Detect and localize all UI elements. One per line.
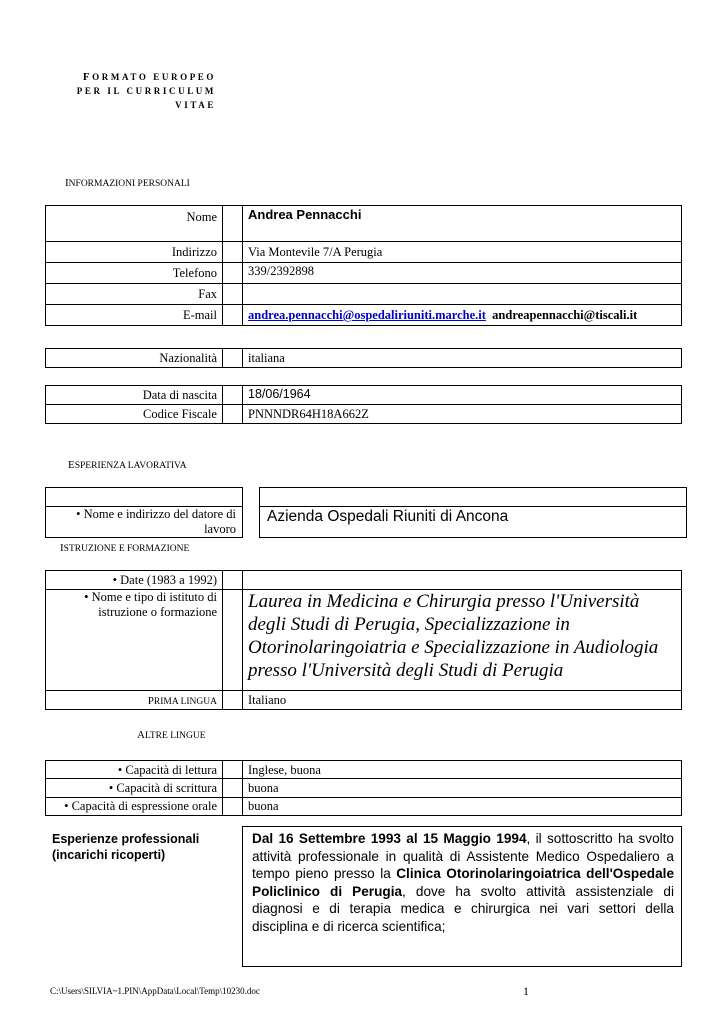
cv-title: [77, 70, 216, 112]
writing-value: buona: [248, 781, 279, 795]
nationality-row: [45, 348, 682, 368]
personal-info-heading: INFORMAZIONI PERSONALI: [65, 177, 190, 189]
education-institute-label: • Nome e tipo di istituto di istruzione o formazione: [84, 590, 217, 619]
title-line2: PER IL CURRICULUM: [76, 86, 216, 96]
oral-label: • Capacità di espressione orale: [64, 799, 217, 813]
address-label: Indirizzo: [171, 245, 217, 259]
fax-label: Fax: [198, 287, 217, 301]
experience-text: Dal 16 Settembre 1993 al 15 Maggio 1994, il sottoscritto ha svolto attività professionale in qualità di Assistente Medico Ospedaliero a tempo pieno presso la Clinica Otorinolaringoiatrica dell'Ospedale Policlinico di Perugia, dove ha svolto attività assistenziale di diagnosi e di terapia medica e chirurgica nei vari settori della disciplina e di ricerca scientifica;: [252, 831, 675, 934]
first-language-value: Italiano: [248, 693, 287, 707]
email-values: [248, 306, 637, 324]
name-label: Nome: [186, 210, 217, 224]
phone-label: Telefono: [172, 266, 217, 280]
employer-label: • Nome e indirizzo del datore di lavoro: [76, 507, 236, 536]
birth-label: Data di nascita: [142, 388, 217, 402]
tax-value: PNNNDR64H18A662Z: [248, 407, 369, 421]
other-languages-heading: ALTRE LINGUE: [137, 729, 206, 741]
oral-value: buona: [248, 799, 279, 813]
footer-path: C:\Users\SILVIA~1.PIN\AppData\Local\Temp\10230.doc: [50, 986, 260, 996]
page-number: 1: [523, 984, 529, 998]
name-value: Andrea Pennacchi: [248, 207, 362, 222]
title-initial: F: [82, 71, 93, 83]
work-experience-heading: ESPERIENZA LAVORATIVA: [68, 459, 187, 471]
address-value: Via Montevile 7/A Perugia: [248, 245, 383, 259]
first-language-label: PRIMA LINGUA: [147, 695, 217, 707]
birth-value: 18/06/1964: [248, 387, 311, 401]
title-line3: VITAE: [175, 100, 216, 110]
education-dates-label: • Date (1983 a 1992): [112, 573, 217, 587]
experience-dates: Dal 16 Settembre 1993 al 15 Maggio 1994: [252, 831, 527, 846]
reading-value: Inglese, buona: [248, 763, 321, 777]
nationality-label: Nazionalità: [159, 351, 217, 365]
writing-label: • Capacità di scrittura: [108, 781, 217, 795]
email-personal: andreapennacchi@tiscali.it: [492, 308, 638, 322]
experience-clinic: Clinica Otorinolaringoiatrica dell'Ospedale Policlinico di Perugia: [252, 866, 675, 899]
experience-label: Esperienze professionali (incarichi ricoperti): [52, 832, 200, 862]
employer-value: Azienda Ospedali Riuniti di Ancona: [267, 508, 509, 525]
phone-value: 339/2392898: [248, 264, 314, 278]
title-line1: ORMATO EUROPEO: [92, 72, 216, 82]
nationality-value: italiana: [248, 351, 285, 365]
education-heading: ISTRUZIONE E FORMAZIONE: [60, 542, 190, 554]
email-link-work[interactable]: andrea.pennacchi@ospedaliriuniti.marche.it: [248, 308, 486, 322]
education-institute-value: Laurea in Medicina e Chirurgia presso l'Università degli Studi di Perugia, Specializzazione in Otorinolaringoiatria e Specializzazione in Audiologia presso l'Università degli Studi di Perugia: [248, 591, 659, 681]
tax-label: Codice Fiscale: [143, 407, 217, 421]
reading-label: • Capacità di lettura: [117, 763, 217, 777]
email-label: E-mail: [182, 308, 217, 322]
